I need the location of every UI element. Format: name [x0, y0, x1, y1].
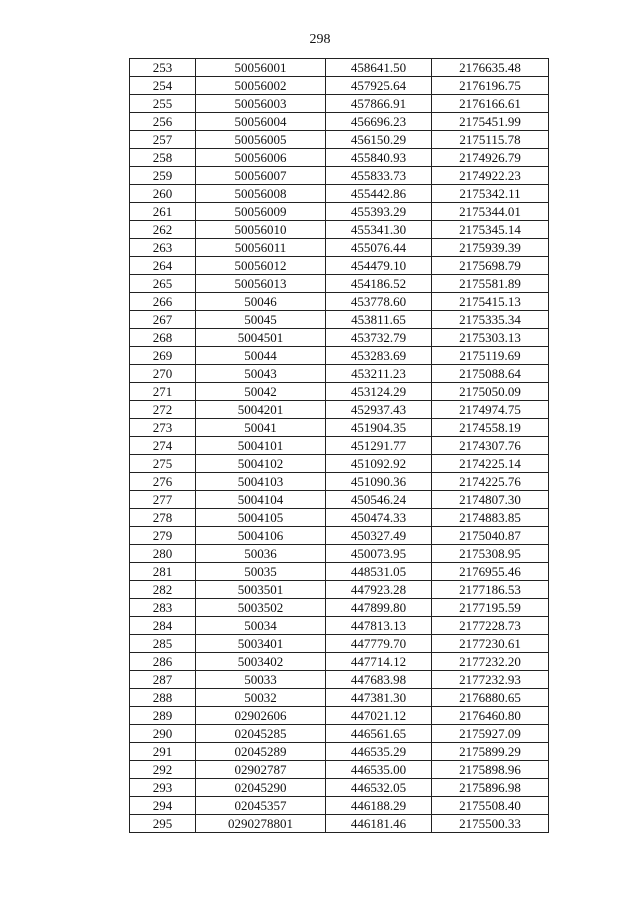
x-coordinate-cell: 447779.70 — [326, 635, 432, 653]
x-coordinate-cell: 447813.13 — [326, 617, 432, 635]
point-id-cell: 50056003 — [196, 95, 326, 113]
x-coordinate-cell: 451904.35 — [326, 419, 432, 437]
table-row — [130, 347, 549, 365]
point-id-cell: 50056011 — [196, 239, 326, 257]
x-coordinate-cell: 453811.65 — [326, 311, 432, 329]
table-row — [130, 779, 549, 797]
row-number-cell: 259 — [130, 167, 196, 185]
y-coordinate-cell: 2176166.61 — [432, 95, 549, 113]
row-number-cell: 263 — [130, 239, 196, 257]
point-id-cell: 5004201 — [196, 401, 326, 419]
point-id-cell: 50056008 — [196, 185, 326, 203]
row-number-cell: 272 — [130, 401, 196, 419]
y-coordinate-cell: 2174225.14 — [432, 455, 549, 473]
row-number-cell: 265 — [130, 275, 196, 293]
y-coordinate-cell: 2175335.34 — [432, 311, 549, 329]
point-id-cell: 50056007 — [196, 167, 326, 185]
point-id-cell: 50045 — [196, 311, 326, 329]
x-coordinate-cell: 455833.73 — [326, 167, 432, 185]
point-id-cell: 50032 — [196, 689, 326, 707]
row-number-cell: 277 — [130, 491, 196, 509]
table-row — [130, 635, 549, 653]
x-coordinate-cell: 450327.49 — [326, 527, 432, 545]
point-id-cell: 5004102 — [196, 455, 326, 473]
point-id-cell: 5003501 — [196, 581, 326, 599]
y-coordinate-cell: 2175927.09 — [432, 725, 549, 743]
x-coordinate-cell: 447923.28 — [326, 581, 432, 599]
table-row — [130, 815, 549, 833]
point-id-cell: 50056012 — [196, 257, 326, 275]
point-id-cell: 50035 — [196, 563, 326, 581]
y-coordinate-cell: 2174926.79 — [432, 149, 549, 167]
point-id-cell: 02045289 — [196, 743, 326, 761]
y-coordinate-cell: 2175342.11 — [432, 185, 549, 203]
y-coordinate-cell: 2176460.80 — [432, 707, 549, 725]
row-number-cell: 293 — [130, 779, 196, 797]
point-id-cell: 50056005 — [196, 131, 326, 149]
point-id-cell: 5004106 — [196, 527, 326, 545]
row-number-cell: 254 — [130, 77, 196, 95]
point-id-cell: 50036 — [196, 545, 326, 563]
table-row — [130, 113, 549, 131]
row-number-cell: 284 — [130, 617, 196, 635]
y-coordinate-cell: 2176635.48 — [432, 59, 549, 77]
y-coordinate-cell: 2175040.87 — [432, 527, 549, 545]
row-number-cell: 289 — [130, 707, 196, 725]
x-coordinate-cell: 446535.00 — [326, 761, 432, 779]
table-row — [130, 365, 549, 383]
point-id-cell: 50056002 — [196, 77, 326, 95]
y-coordinate-cell: 2174922.23 — [432, 167, 549, 185]
x-coordinate-cell: 451291.77 — [326, 437, 432, 455]
table-row — [130, 185, 549, 203]
row-number-cell: 280 — [130, 545, 196, 563]
x-coordinate-cell: 446561.65 — [326, 725, 432, 743]
point-id-cell: 50056013 — [196, 275, 326, 293]
row-number-cell: 274 — [130, 437, 196, 455]
row-number-cell: 279 — [130, 527, 196, 545]
y-coordinate-cell: 2175508.40 — [432, 797, 549, 815]
point-id-cell: 02045285 — [196, 725, 326, 743]
point-id-cell: 02045357 — [196, 797, 326, 815]
point-id-cell: 5003402 — [196, 653, 326, 671]
table-row — [130, 509, 549, 527]
table-row — [130, 617, 549, 635]
row-number-cell: 271 — [130, 383, 196, 401]
table-row — [130, 239, 549, 257]
row-number-cell: 273 — [130, 419, 196, 437]
table-row — [130, 599, 549, 617]
x-coordinate-cell: 455341.30 — [326, 221, 432, 239]
x-coordinate-cell: 454479.10 — [326, 257, 432, 275]
table-row — [130, 671, 549, 689]
y-coordinate-cell: 2175898.96 — [432, 761, 549, 779]
x-coordinate-cell: 453732.79 — [326, 329, 432, 347]
x-coordinate-cell: 455442.86 — [326, 185, 432, 203]
row-number-cell: 257 — [130, 131, 196, 149]
y-coordinate-cell: 2177232.93 — [432, 671, 549, 689]
point-id-cell: 5004103 — [196, 473, 326, 491]
table-row — [130, 311, 549, 329]
y-coordinate-cell: 2174807.30 — [432, 491, 549, 509]
y-coordinate-cell: 2175899.29 — [432, 743, 549, 761]
coordinates-table-body — [130, 59, 549, 833]
y-coordinate-cell: 2177195.59 — [432, 599, 549, 617]
x-coordinate-cell: 446188.29 — [326, 797, 432, 815]
x-coordinate-cell: 446535.29 — [326, 743, 432, 761]
x-coordinate-cell: 453778.60 — [326, 293, 432, 311]
point-id-cell: 5004104 — [196, 491, 326, 509]
row-number-cell: 262 — [130, 221, 196, 239]
x-coordinate-cell: 447381.30 — [326, 689, 432, 707]
row-number-cell: 270 — [130, 365, 196, 383]
coordinates-table — [129, 58, 549, 833]
x-coordinate-cell: 453283.69 — [326, 347, 432, 365]
y-coordinate-cell: 2175939.39 — [432, 239, 549, 257]
table-row — [130, 563, 549, 581]
x-coordinate-cell: 450546.24 — [326, 491, 432, 509]
point-id-cell: 50042 — [196, 383, 326, 401]
point-id-cell: 50056006 — [196, 149, 326, 167]
row-number-cell: 295 — [130, 815, 196, 833]
row-number-cell: 285 — [130, 635, 196, 653]
row-number-cell: 288 — [130, 689, 196, 707]
table-row — [130, 293, 549, 311]
point-id-cell: 50034 — [196, 617, 326, 635]
y-coordinate-cell: 2177186.53 — [432, 581, 549, 599]
row-number-cell: 267 — [130, 311, 196, 329]
table-row — [130, 797, 549, 815]
point-id-cell: 50041 — [196, 419, 326, 437]
table-row — [130, 95, 549, 113]
row-number-cell: 282 — [130, 581, 196, 599]
row-number-cell: 276 — [130, 473, 196, 491]
table-row — [130, 743, 549, 761]
table-row — [130, 707, 549, 725]
point-id-cell: 02902606 — [196, 707, 326, 725]
row-number-cell: 264 — [130, 257, 196, 275]
y-coordinate-cell: 2175050.09 — [432, 383, 549, 401]
y-coordinate-cell: 2174225.76 — [432, 473, 549, 491]
y-coordinate-cell: 2175698.79 — [432, 257, 549, 275]
row-number-cell: 256 — [130, 113, 196, 131]
table-row — [130, 131, 549, 149]
table-row — [130, 581, 549, 599]
y-coordinate-cell: 2177232.20 — [432, 653, 549, 671]
y-coordinate-cell: 2176196.75 — [432, 77, 549, 95]
y-coordinate-cell: 2175345.14 — [432, 221, 549, 239]
y-coordinate-cell: 2175581.89 — [432, 275, 549, 293]
point-id-cell: 5004501 — [196, 329, 326, 347]
point-id-cell: 50043 — [196, 365, 326, 383]
page-number: 298 — [309, 32, 331, 47]
row-number-cell: 292 — [130, 761, 196, 779]
y-coordinate-cell: 2175415.13 — [432, 293, 549, 311]
point-id-cell: 5003401 — [196, 635, 326, 653]
row-number-cell: 290 — [130, 725, 196, 743]
point-id-cell: 02045290 — [196, 779, 326, 797]
point-id-cell: 50056010 — [196, 221, 326, 239]
row-number-cell: 287 — [130, 671, 196, 689]
y-coordinate-cell: 2175344.01 — [432, 203, 549, 221]
table-row — [130, 653, 549, 671]
point-id-cell: 0290278801 — [196, 815, 326, 833]
table-row — [130, 383, 549, 401]
table-row — [130, 419, 549, 437]
row-number-cell: 266 — [130, 293, 196, 311]
row-number-cell: 268 — [130, 329, 196, 347]
x-coordinate-cell: 456150.29 — [326, 131, 432, 149]
point-id-cell: 50033 — [196, 671, 326, 689]
y-coordinate-cell: 2175308.95 — [432, 545, 549, 563]
table-row — [130, 401, 549, 419]
point-id-cell: 50056001 — [196, 59, 326, 77]
row-number-cell: 283 — [130, 599, 196, 617]
x-coordinate-cell: 453211.23 — [326, 365, 432, 383]
x-coordinate-cell: 455393.29 — [326, 203, 432, 221]
table-row — [130, 473, 549, 491]
x-coordinate-cell: 448531.05 — [326, 563, 432, 581]
y-coordinate-cell: 2175119.69 — [432, 347, 549, 365]
point-id-cell: 50056009 — [196, 203, 326, 221]
x-coordinate-cell: 458641.50 — [326, 59, 432, 77]
row-number-cell: 253 — [130, 59, 196, 77]
table-row — [130, 545, 549, 563]
row-number-cell: 294 — [130, 797, 196, 815]
table-row — [130, 167, 549, 185]
table-row — [130, 689, 549, 707]
table-row — [130, 149, 549, 167]
x-coordinate-cell: 454186.52 — [326, 275, 432, 293]
y-coordinate-cell: 2175500.33 — [432, 815, 549, 833]
x-coordinate-cell: 447899.80 — [326, 599, 432, 617]
y-coordinate-cell: 2175115.78 — [432, 131, 549, 149]
y-coordinate-cell: 2177230.61 — [432, 635, 549, 653]
x-coordinate-cell: 450474.33 — [326, 509, 432, 527]
y-coordinate-cell: 2175088.64 — [432, 365, 549, 383]
y-coordinate-cell: 2174883.85 — [432, 509, 549, 527]
row-number-cell: 258 — [130, 149, 196, 167]
point-id-cell: 50056004 — [196, 113, 326, 131]
x-coordinate-cell: 457866.91 — [326, 95, 432, 113]
y-coordinate-cell: 2174558.19 — [432, 419, 549, 437]
point-id-cell: 50044 — [196, 347, 326, 365]
table-row — [130, 761, 549, 779]
table-row — [130, 491, 549, 509]
x-coordinate-cell: 450073.95 — [326, 545, 432, 563]
x-coordinate-cell: 452937.43 — [326, 401, 432, 419]
x-coordinate-cell: 447683.98 — [326, 671, 432, 689]
row-number-cell: 255 — [130, 95, 196, 113]
x-coordinate-cell: 446181.46 — [326, 815, 432, 833]
x-coordinate-cell: 453124.29 — [326, 383, 432, 401]
table-row — [130, 257, 549, 275]
x-coordinate-cell: 456696.23 — [326, 113, 432, 131]
x-coordinate-cell: 446532.05 — [326, 779, 432, 797]
x-coordinate-cell: 447021.12 — [326, 707, 432, 725]
table-row — [130, 329, 549, 347]
table-row — [130, 527, 549, 545]
table-row — [130, 221, 549, 239]
x-coordinate-cell: 455840.93 — [326, 149, 432, 167]
y-coordinate-cell: 2177228.73 — [432, 617, 549, 635]
row-number-cell: 278 — [130, 509, 196, 527]
table-row — [130, 455, 549, 473]
row-number-cell: 275 — [130, 455, 196, 473]
y-coordinate-cell: 2176880.65 — [432, 689, 549, 707]
table-row — [130, 203, 549, 221]
table-row — [130, 275, 549, 293]
table-row — [130, 77, 549, 95]
row-number-cell: 260 — [130, 185, 196, 203]
row-number-cell: 261 — [130, 203, 196, 221]
table-row — [130, 437, 549, 455]
y-coordinate-cell: 2175896.98 — [432, 779, 549, 797]
y-coordinate-cell: 2176955.46 — [432, 563, 549, 581]
x-coordinate-cell: 457925.64 — [326, 77, 432, 95]
y-coordinate-cell: 2174307.76 — [432, 437, 549, 455]
row-number-cell: 286 — [130, 653, 196, 671]
point-id-cell: 50046 — [196, 293, 326, 311]
row-number-cell: 281 — [130, 563, 196, 581]
x-coordinate-cell: 447714.12 — [326, 653, 432, 671]
point-id-cell: 5004105 — [196, 509, 326, 527]
point-id-cell: 5003502 — [196, 599, 326, 617]
x-coordinate-cell: 455076.44 — [326, 239, 432, 257]
y-coordinate-cell: 2174974.75 — [432, 401, 549, 419]
y-coordinate-cell: 2175303.13 — [432, 329, 549, 347]
table-row — [130, 59, 549, 77]
x-coordinate-cell: 451090.36 — [326, 473, 432, 491]
point-id-cell: 5004101 — [196, 437, 326, 455]
row-number-cell: 269 — [130, 347, 196, 365]
y-coordinate-cell: 2175451.99 — [432, 113, 549, 131]
row-number-cell: 291 — [130, 743, 196, 761]
x-coordinate-cell: 451092.92 — [326, 455, 432, 473]
table-row — [130, 725, 549, 743]
point-id-cell: 02902787 — [196, 761, 326, 779]
